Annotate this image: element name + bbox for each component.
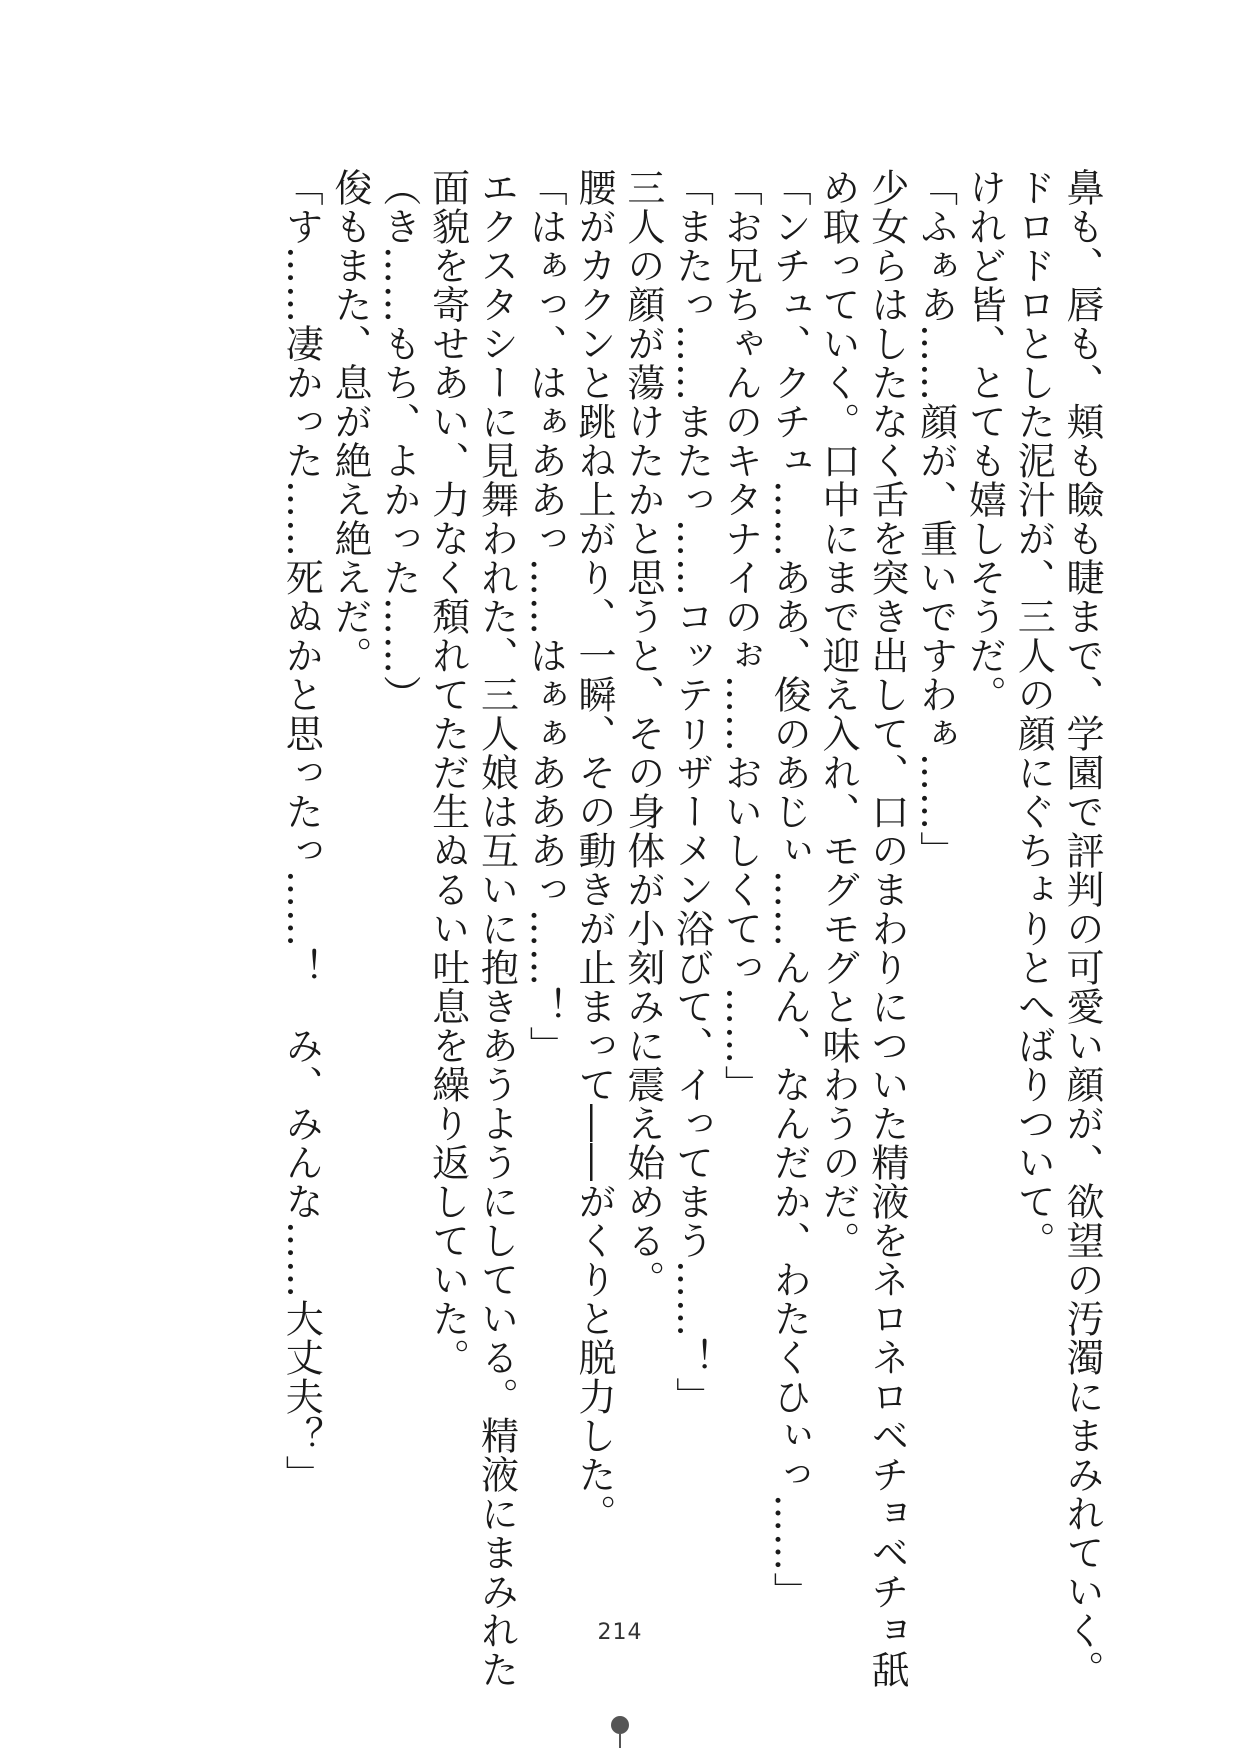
text-line: 「ンチュ、クチュ……ああ、俊のあじぃ……んん、なんだか、わたくひぃっ……」 xyxy=(767,168,812,1611)
text-line: 俊もまた、息が絶え絶えだ。 xyxy=(328,168,373,675)
text-line: 鼻も、唇も、頬も瞼も睫まで、学園で評判の可愛い顔が、欲望の汚濁にまみれていく。 xyxy=(1060,168,1104,1689)
text-line: 「またっ……またっ……コッテリザーメン浴びて、イってまう……！」 xyxy=(669,168,714,1416)
page-marker-line xyxy=(619,1734,621,1748)
page-number: 214 xyxy=(597,1620,643,1645)
text-line: エクスタシーに見舞われた、三人娘は互いに抱きあうようにしている。精液にまみれた xyxy=(474,168,519,1689)
text-line: 少女らはしたなく舌を突き出して、口のまわりについた精液をネロネロベチョベチョ舐 xyxy=(864,168,909,1689)
text-line: 「す……凄かった……死ぬかと思ったっ……！ み、みんな……大丈夫？」 xyxy=(279,168,324,1494)
text-line: （き……もち、よかった……） xyxy=(376,168,421,714)
text-line: 「はぁっ、はぁああっ……はぁぁあああっ……！」 xyxy=(523,168,568,1065)
text-line: 面貌を寄せあい、力なく頽れてただ生ぬるい吐息を繰り返していた。 xyxy=(425,168,470,1377)
text-line: 三人の顔が蕩けたかと思うと、その身体が小刻みに震え始める。 xyxy=(620,168,665,1299)
page-marker-dot xyxy=(611,1716,629,1734)
text-line: め取っていく。口中にまで迎え入れ、モグモグと味わうのだ。 xyxy=(816,168,861,1260)
text-line: 「お兄ちゃんのキタナイのぉ……おいしくてっ……」 xyxy=(718,168,763,1104)
text-line: 「ふぁあ……顔が、重いですわぁ……」 xyxy=(913,168,958,870)
text-line: けれど皆、とても嬉しそうだ。 xyxy=(962,168,1007,714)
text-line: 腰がカクンと跳ね上がり、一瞬、その動きが止まって――がくりと脱力した。 xyxy=(572,168,617,1533)
text-line: ドロドロとした泥汁が、三人の顔にぐちょりとへばりついて。 xyxy=(1011,168,1056,1260)
